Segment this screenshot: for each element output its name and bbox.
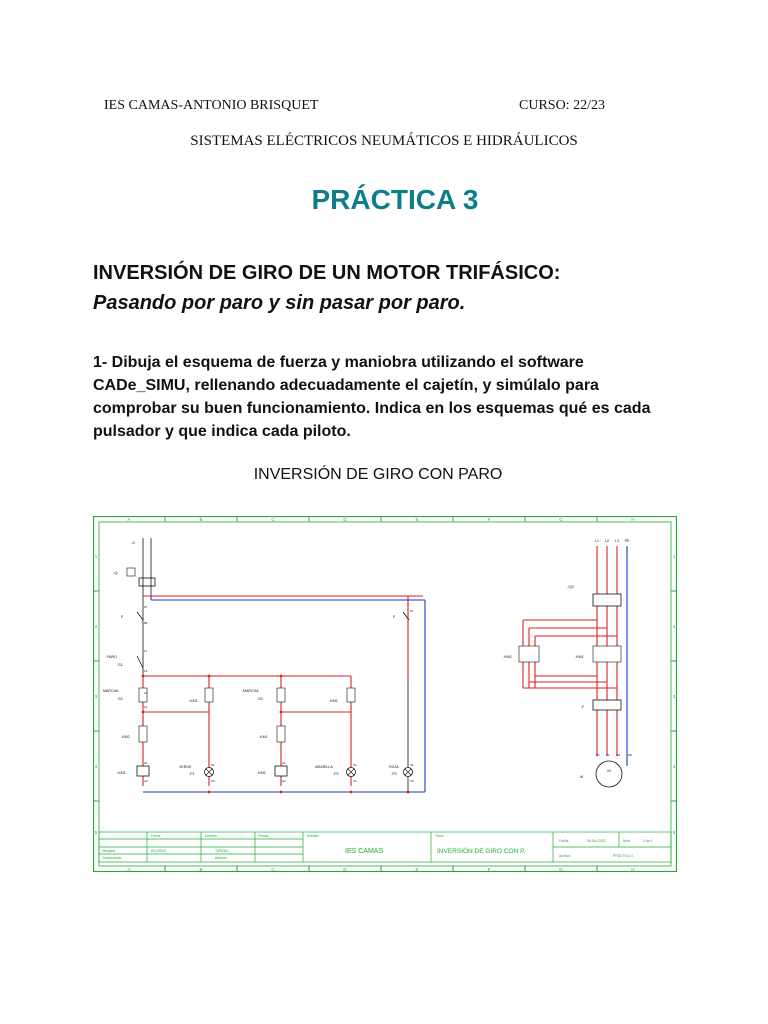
terminal-num: X1: [353, 763, 357, 767]
school-name: IES CAMAS-ANTONIO BRISQUET: [104, 98, 319, 113]
lamp2-tag: -P2: [333, 772, 339, 776]
main-title: INVERSIÓN DE GIRO DE UN MOTOR TRIFÁSICO:: [93, 262, 561, 284]
tb-header: Nombre: [205, 834, 218, 838]
lamp1-tag: -P1: [189, 772, 195, 776]
row-label: 3: [94, 694, 98, 699]
tb-header: Entidad: [307, 834, 319, 838]
motor-symbol: M: [607, 768, 611, 773]
tb-drawn-date: 6/12/2022: [151, 849, 167, 853]
breaker-q2: [593, 594, 621, 606]
tb-entity: IES CAMAS: [345, 848, 384, 855]
subtitle: Pasando por paro y sin pasar por paro.: [93, 292, 466, 314]
phase-label: L1: [595, 539, 599, 543]
km1-contactor: [593, 646, 621, 662]
phase-label: L2: [605, 539, 609, 543]
col-label: C: [271, 867, 275, 872]
practice-title: PRÁCTICA 3: [311, 184, 479, 215]
row-label: 3: [672, 694, 676, 699]
paro-label: PARO: [107, 655, 117, 659]
fuse-block: [139, 578, 155, 586]
terminal-num: X2: [410, 779, 414, 783]
col-label: G: [559, 517, 563, 522]
terminal-num: 13: [144, 691, 148, 695]
col-label: B: [199, 517, 203, 522]
col-label: F: [487, 867, 491, 872]
tb-sheet-label: Núm: [623, 839, 631, 843]
col-label: H: [631, 867, 635, 872]
tb-drawn-label: Dibujado: [102, 849, 116, 853]
phase-label: PE: [624, 539, 630, 543]
km2-contactor: [519, 646, 539, 662]
fuse-tag: -X: [131, 540, 135, 545]
col-label: D: [343, 867, 347, 872]
motor-icon: [596, 761, 622, 787]
km1-coil: [137, 766, 149, 776]
fuse-tag: -Q: [113, 570, 118, 575]
terminal-num: X2: [211, 779, 215, 783]
terminal-num: A1: [144, 761, 148, 765]
power-km1-tag: -KM1: [575, 655, 584, 659]
breaker-tag: -Q2: [567, 584, 574, 589]
col-label: E: [415, 867, 419, 872]
power-circuit: [503, 539, 632, 787]
col-label: B: [199, 867, 203, 872]
tb-header: Título: [435, 834, 444, 838]
tb-header: Fecha: [151, 834, 161, 838]
course-year: CURSO: 22/23: [519, 98, 605, 113]
terminal-num: X1: [211, 763, 215, 767]
terminal-num: 98: [144, 621, 148, 625]
terminal-num: A2: [282, 779, 286, 783]
tb-file-label: Archivo: [559, 854, 571, 858]
relay-tag: F: [393, 614, 396, 619]
km2-interlock-tag: -KM2: [121, 735, 130, 739]
row-label: 5: [672, 830, 676, 835]
km1-contact-tag: -KM1: [189, 699, 198, 703]
schematic-frame: [94, 517, 678, 873]
terminal-num: X2: [353, 779, 357, 783]
km1-interlock-tag: -KM1: [259, 735, 268, 739]
row-label: 4: [94, 764, 98, 769]
terminal-num: 97: [144, 605, 148, 609]
row-label: 1: [672, 554, 676, 559]
paro-tag: -S1: [117, 663, 123, 667]
col-label: C: [271, 517, 275, 522]
col-label: D: [343, 517, 347, 522]
col-label: G: [559, 867, 563, 872]
tb-checked-label: Comprobado: [102, 856, 122, 860]
tb-checked-name: Antonio: [215, 856, 227, 860]
tb-header: Firmas: [258, 834, 269, 838]
col-label: A: [127, 867, 131, 872]
control-circuit: [103, 538, 425, 793]
tb-drawn-name: TARKUS: [215, 849, 229, 853]
row-label: 4: [672, 764, 676, 769]
title-block: [99, 832, 671, 862]
col-label: E: [415, 517, 419, 522]
terminal-num: 12: [144, 669, 148, 673]
lamp3-tag: -P3: [391, 772, 397, 776]
lamp3-label: ROJA: [389, 765, 399, 769]
marcha2-tag: -S3: [257, 697, 263, 701]
row-label: 2: [94, 624, 98, 629]
km2-coil-tag: -KM2: [257, 771, 266, 775]
km2-coil: [275, 766, 287, 776]
thermal-tag: -F: [581, 705, 585, 709]
terminal-num: 97: [410, 609, 414, 613]
motor-terminal: U1: [596, 753, 600, 757]
power-km2-tag: -KM2: [503, 655, 512, 659]
col-label: H: [631, 517, 635, 522]
tb-file-value: PRÁCTICA 3: [613, 854, 633, 858]
terminal-num: A2: [144, 779, 148, 783]
marcha2-label: MARCHA: [243, 689, 259, 693]
col-label: F: [487, 517, 491, 522]
tb-date-value: 06-Dic-2022: [587, 839, 606, 843]
terminal-num: 11: [144, 649, 148, 653]
row-label: 2: [672, 624, 676, 629]
diagram-caption: INVERSIÓN DE GIRO CON PARO: [253, 466, 503, 483]
terminal-num: 14: [144, 705, 148, 709]
lamp2-label: AMARILLA: [315, 765, 333, 769]
row-label: 1: [94, 554, 98, 559]
marcha1-tag: -S2: [117, 697, 123, 701]
marcha1-label: MARCHA: [103, 689, 119, 693]
thermal-relay: [593, 700, 621, 710]
electrical-schematic: [93, 516, 677, 872]
terminal-num: A1: [282, 761, 286, 765]
row-label: 5: [94, 830, 98, 835]
col-label: A: [127, 517, 131, 522]
motor-terminal: PE: [628, 753, 633, 757]
motor-tag: -M: [579, 775, 584, 779]
motor-terminal: V1: [606, 753, 610, 757]
tb-date-label: Fecha: [559, 839, 569, 843]
tb-sheet-value: 1 de 1: [643, 839, 653, 843]
instruction-text: 1- Dibuja el esquema de fuerza y maniobra utilizando el software CADe_SIMU, rellenando adecuadamente el cajetín, y simúlalo para comprobar su buen funcionamiento. Indica en los esquemas qué es cada pulsador y que indica cada piloto.: [93, 354, 651, 440]
tb-title: INVERSIÓN DE GIRO CON P.: [437, 848, 526, 855]
motor-terminal: W1: [616, 753, 621, 757]
phase-label: L3: [615, 539, 619, 543]
km1-coil-tag: -KM1: [117, 771, 126, 775]
km2-contact-tag: -KM2: [329, 699, 338, 703]
lamp1-label: VERDE: [179, 765, 192, 769]
subject-name: SISTEMAS ELÉCTRICOS NEUMÁTICOS E HIDRÁULICOS: [190, 133, 578, 149]
relay-tag: F: [121, 614, 124, 619]
terminal-num: X1: [410, 763, 414, 767]
